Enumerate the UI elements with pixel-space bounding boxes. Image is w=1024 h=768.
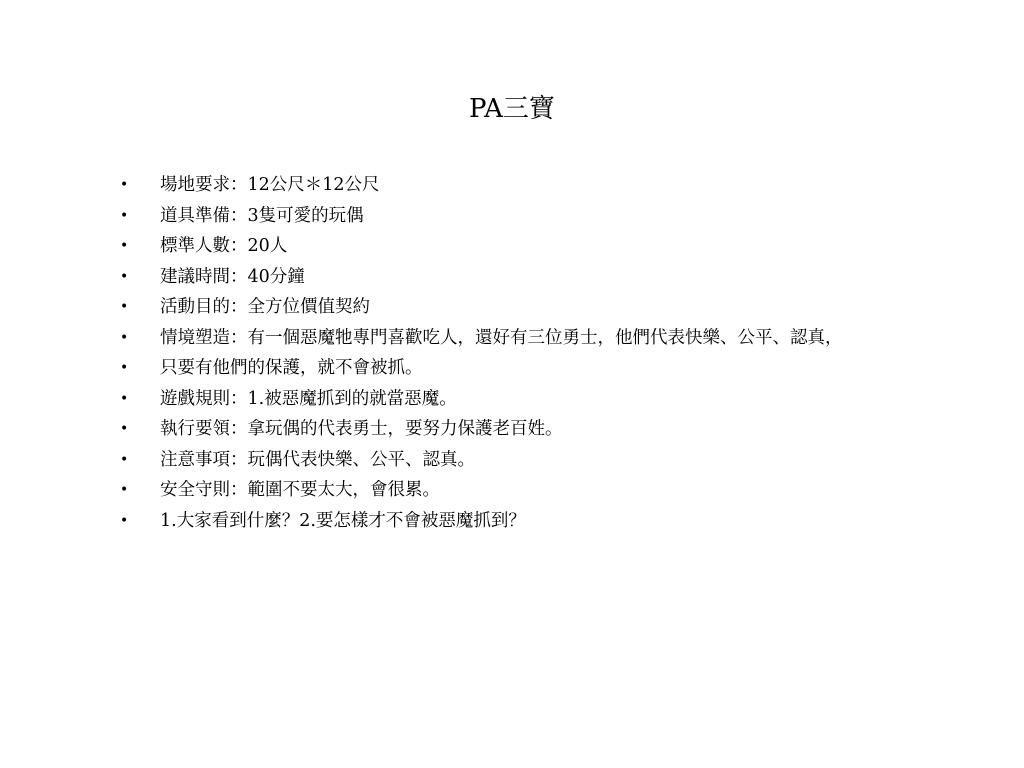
bullet-icon: • bbox=[120, 268, 129, 285]
bullet-icon: • bbox=[120, 360, 129, 376]
bullet-item bbox=[120, 418, 940, 441]
bullet-icon: • bbox=[120, 207, 129, 224]
bullet-text: 安全守則：範圍不要太大，會很累。 bbox=[160, 480, 440, 500]
bullet-icon: • bbox=[120, 238, 129, 254]
bullet-icon: • bbox=[120, 177, 129, 193]
bullet-item bbox=[120, 266, 940, 289]
bullet-item bbox=[120, 235, 940, 258]
bullet-icon: • bbox=[120, 299, 129, 315]
bullet-icon: • bbox=[120, 482, 129, 498]
bullet-item bbox=[120, 388, 940, 411]
bullet-item bbox=[120, 510, 940, 533]
slide-title: PA三寶 bbox=[469, 94, 555, 124]
bullet-text: 場地要求：12公尺＊12公尺 bbox=[160, 175, 380, 195]
bullet-text: 注意事項：玩偶代表快樂、公平、認真。 bbox=[160, 449, 475, 470]
bullet-text: 執行要領：拿玩偶的代表勇士，要努力保護老百姓。 bbox=[160, 419, 563, 439]
bullet-item bbox=[120, 327, 940, 350]
bullet-icon: • bbox=[120, 390, 129, 407]
bullet-item bbox=[120, 479, 940, 502]
bullet-item bbox=[120, 174, 940, 197]
bullet-item bbox=[120, 357, 940, 380]
bullet-text: 只要有他們的保護，就不會被抓。 bbox=[160, 358, 423, 378]
bullet-text: 道具準備：3隻可愛的玩偶 bbox=[160, 205, 364, 226]
bullet-icon: • bbox=[120, 512, 129, 529]
bullet-icon: • bbox=[120, 329, 129, 346]
bullet-text: 遊戲規則：1.被惡魔抓到的就當惡魔。 bbox=[160, 388, 457, 409]
bullet-text: 1.大家看到什麼？2.要怎樣才不會被惡魔抓到？ bbox=[160, 510, 526, 531]
bullet-text: 情境塑造：有一個惡魔牠專門喜歡吃人，還好有三位勇士，他們代表快樂、公平、認真， bbox=[160, 327, 843, 348]
bullet-icon: • bbox=[120, 451, 129, 468]
bullet-text: 活動目的：全方位價值契約 bbox=[160, 297, 370, 317]
bullet-icon: • bbox=[120, 421, 129, 437]
bullet-text: 標準人數：20人 bbox=[160, 236, 288, 256]
bullet-list bbox=[120, 174, 940, 540]
bullet-item bbox=[120, 205, 940, 228]
bullet-text: 建議時間：40分鐘 bbox=[160, 266, 305, 287]
bullet-item bbox=[120, 296, 940, 319]
bullet-item bbox=[120, 449, 940, 472]
